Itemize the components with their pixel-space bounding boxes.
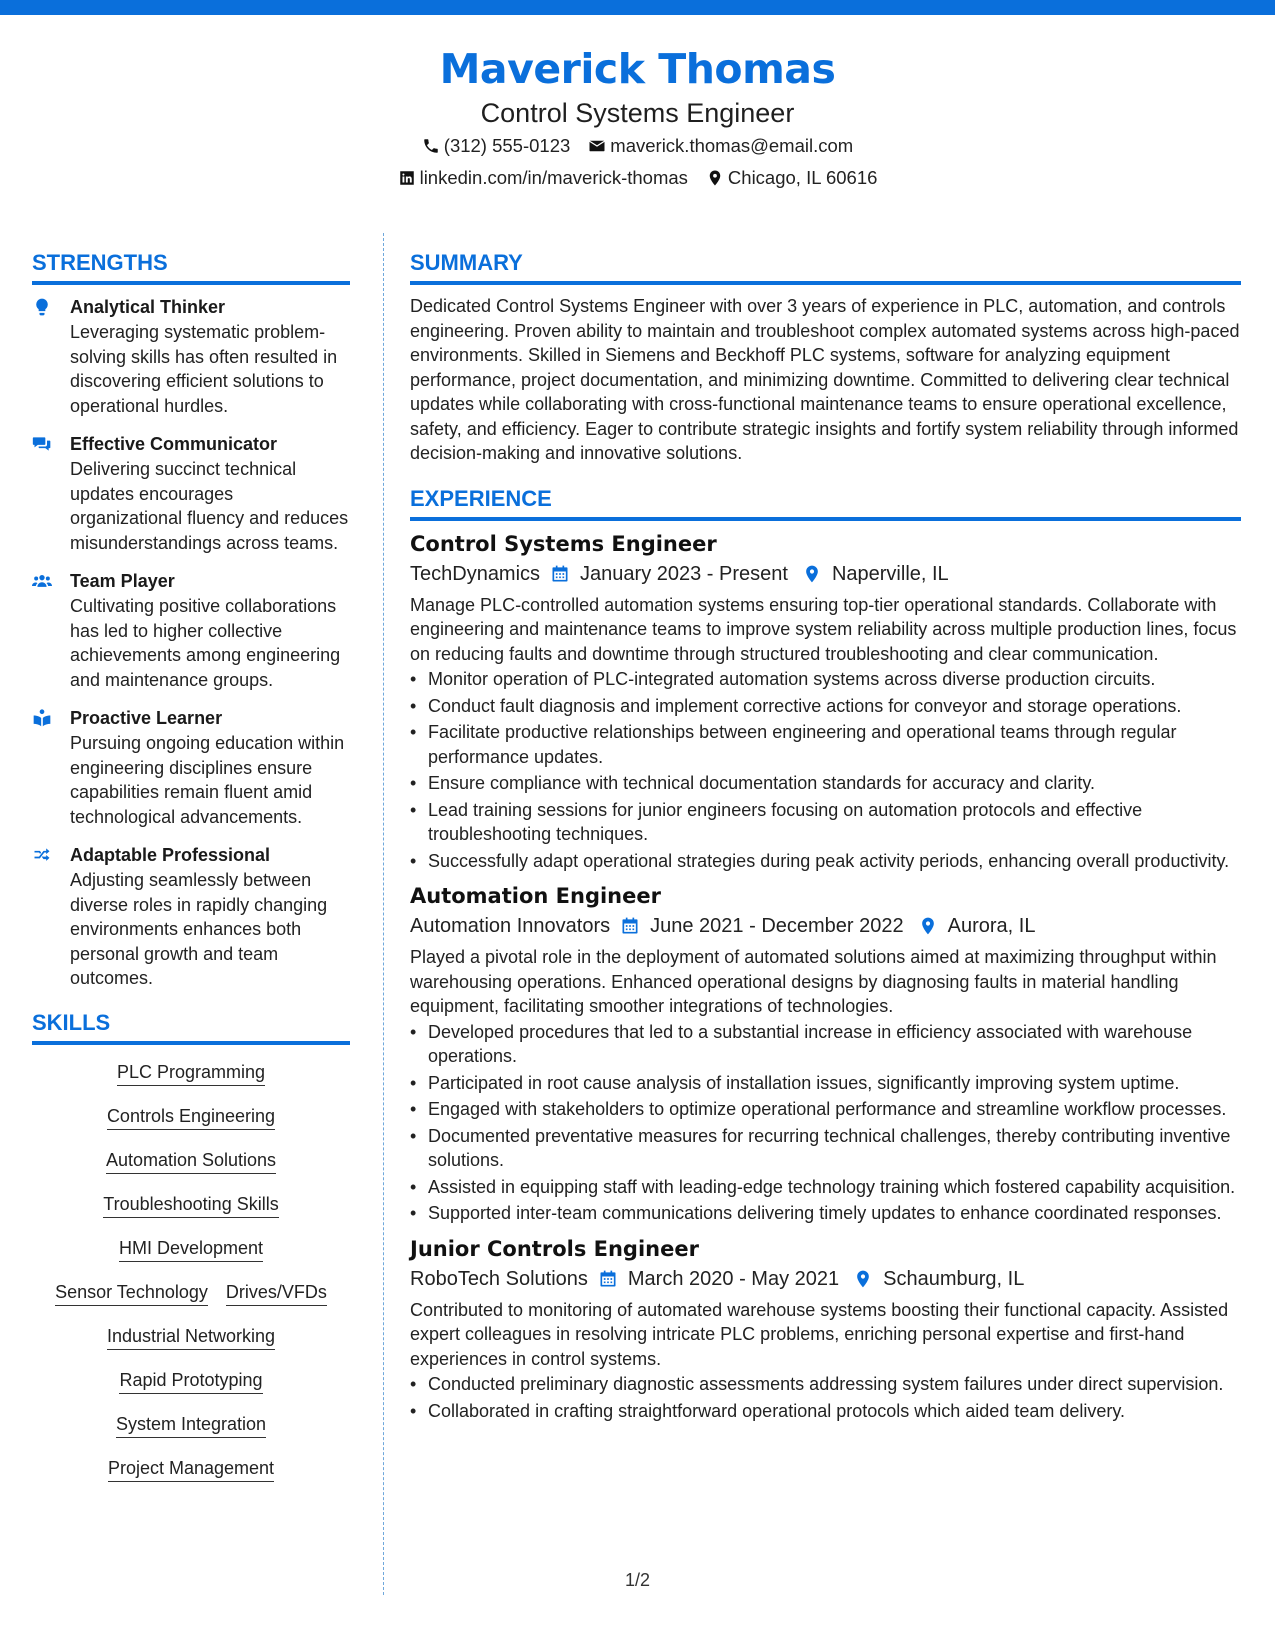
strength-item [32, 295, 350, 418]
job-entry [410, 529, 1241, 874]
shuffle-icon [32, 845, 52, 865]
strength-item [32, 569, 350, 692]
skill-tag: Project Management [108, 1455, 274, 1482]
job-meta [410, 911, 1241, 941]
skill-tag: Controls Engineering [107, 1103, 275, 1130]
linkedin-text[interactable]: linkedin.com/in/maverick-thomas [419, 167, 688, 188]
bullet-item: • Lead training sessions for junior engineers focusing on automation protocols and effective troubleshooting techniques. [410, 798, 1241, 847]
bullet-item: • Monitor operation of PLC-integrated automation systems across diverse production circuits. [410, 667, 1241, 692]
company-name: Automation Innovators [410, 915, 611, 937]
bullet-item: • Supported inter-team communications delivering timely updates to enhance coordinated responses. [410, 1201, 1241, 1226]
strength-title: Analytical Thinker [70, 297, 226, 317]
strength-item [32, 432, 350, 555]
calendar-icon [598, 1269, 618, 1289]
bullet-item: • Conducted preliminary diagnostic assessments addressing system failures under direct supervision. [410, 1372, 1241, 1397]
strengths-list [32, 295, 350, 991]
strength-desc: Adjusting seamlessly between diverse roles in rapidly changing environments enhances both personal growth and team outcomes. [70, 870, 328, 988]
strength-desc: Delivering succinct technical updates encourages organizational fluency and reduces misunderstandings across teams. [70, 459, 349, 553]
bullet-item: • Participated in root cause analysis of installation issues, significantly improving system uptime. [410, 1071, 1241, 1096]
linkedin-icon [398, 169, 416, 187]
strength-desc: Leveraging systematic problem-solving skills has often resulted in discovering efficient solutions to operational hurdles. [70, 322, 338, 416]
job-description: Contributed to monitoring of automated warehouse systems boosting their functional capacity. Assisted expert colleagues in resolving intricate PLC problems, enriching personal expertise and first-hand experiences in control systems. [410, 1299, 1229, 1369]
job-dates: June 2021 - December 2022 [650, 915, 904, 937]
job-description: Manage PLC-controlled automation systems ensuring top-tier operational standards. Collaborate with engineering and maintenance teams to improve system reliability across multiple production lines, focus on reducing faults and downtime through structured troubleshooting and clear communication. [410, 594, 1237, 664]
strength-title: Proactive Learner [70, 708, 223, 728]
bullet-item: • Ensure compliance with technical documentation standards for accuracy and clarity. [410, 771, 1241, 796]
bullet-item: • Successfully adapt operational strategies during peak activity periods, enhancing overall productivity. [410, 849, 1241, 874]
skill-tag: System Integration [116, 1411, 266, 1438]
strength-desc: Pursuing ongoing education within engineering disciplines ensure capabilities remain fluent amid technological advancements. [70, 733, 345, 827]
bullet-item: • Conduct fault diagnosis and implement corrective actions for conveyor and storage operations. [410, 694, 1241, 719]
page-number: 1/2 [625, 1570, 651, 1590]
skills-list [32, 1059, 350, 1482]
skill-tag: Automation Solutions [106, 1147, 276, 1174]
calendar-icon [550, 564, 570, 584]
phone-contact [422, 130, 571, 162]
job-title: Control Systems Engineer [410, 531, 717, 556]
company-name: TechDynamics [410, 562, 541, 585]
location-contact [706, 162, 877, 194]
bullet-item: • Documented preventative measures for recurring technical challenges, thereby contributing inventive solutions. [410, 1124, 1241, 1173]
job-location: Aurora, IL [947, 915, 1036, 937]
lightbulb-icon [32, 297, 52, 317]
skill-tag: Industrial Networking [107, 1323, 275, 1350]
job-location: Naperville, IL [831, 562, 949, 585]
email-text[interactable]: maverick.thomas@email.com [610, 135, 854, 156]
reader-icon [32, 708, 52, 728]
right-column [410, 248, 1241, 1425]
strength-title: Effective Communicator [70, 434, 278, 454]
skills-heading: SKILLS [32, 1008, 350, 1045]
bullet-item: • Facilitate productive relationships between engineering and operational teams through regular performance updates. [410, 720, 1241, 769]
top-accent-bar [0, 0, 1275, 15]
strength-item [32, 843, 350, 991]
candidate-title: Control Systems Engineer [480, 98, 795, 128]
bullet-item: • Collaborated in crafting straightforward operational protocols which aided team delivery. [410, 1399, 1241, 1424]
column-divider [383, 233, 384, 1595]
contact-row-1 [0, 130, 1275, 162]
skill-tag: Drives/VFDs [226, 1279, 327, 1306]
job-title: Automation Engineer [410, 884, 661, 908]
company-name: RoboTech Solutions [410, 1267, 588, 1290]
bullet-item: • Engaged with stakeholders to optimize operational performance and streamline workflow processes. [410, 1097, 1241, 1122]
strengths-heading: STRENGTHS [32, 248, 350, 285]
job-bullets [410, 667, 1241, 873]
linkedin-contact[interactable] [398, 162, 688, 194]
contact-row-2 [0, 162, 1275, 194]
strength-desc: Cultivating positive collaborations has led to higher collective achievements among engineering and maintenance groups. [70, 596, 341, 690]
team-icon [32, 571, 52, 591]
summary-text: Dedicated Control Systems Engineer with over 3 years of experience in PLC, automation, and controls engineering. Proven ability to maintain and troubleshoot complex automated systems across high-paced environments. Skilled in Siemens and Beckhoff PLC systems, software for analyzing equipment performance, project documentation, and minimizing downtime. Committed to delivering clear technical updates while collaborating with cross-functional maintenance teams to ensure operational excellence, safety, and efficiency. Eager to contribute strategic insights and fortify system reliability through informed decision-making and innovative solutions. [410, 296, 1240, 463]
bullet-item: • Developed procedures that led to a substantial increase in efficiency associated with warehouse operations. [410, 1020, 1241, 1069]
job-title: Junior Controls Engineer [410, 1236, 699, 1261]
location-text: Chicago, IL 60616 [727, 167, 878, 188]
resume-header [0, 42, 1275, 194]
summary-heading: SUMMARY [410, 248, 1241, 285]
email-contact[interactable] [588, 130, 853, 162]
skill-tag: HMI Development [119, 1235, 263, 1262]
job-bullets [410, 1020, 1241, 1226]
job-entry [410, 881, 1241, 1226]
skill-tag: PLC Programming [117, 1059, 265, 1086]
skill-tag: Rapid Prototyping [119, 1367, 262, 1394]
skill-tag: Troubleshooting Skills [103, 1191, 278, 1218]
calendar-icon [620, 916, 640, 936]
job-location: Schaumburg, IL [883, 1267, 1025, 1290]
job-entry [410, 1234, 1241, 1424]
job-description: Played a pivotal role in the deployment of automated solutions aimed at maximizing throughput within warehousing operations. Enhanced operational designs by diagnosing faults in material handling equipment, facilitating smoother integrations of technologies. [410, 947, 1217, 1016]
job-bullets [410, 1372, 1241, 1423]
job-meta [410, 559, 1241, 589]
candidate-name: Maverick Thomas [439, 45, 836, 93]
map-pin-icon [918, 916, 938, 936]
left-column [32, 248, 350, 1482]
job-dates: March 2020 - May 2021 [627, 1267, 840, 1290]
map-pin-icon [802, 564, 822, 584]
strength-title: Team Player [70, 571, 175, 591]
experience-heading: EXPERIENCE [410, 484, 1241, 521]
skill-tag: Sensor Technology [55, 1279, 208, 1306]
strength-title: Adaptable Professional [70, 845, 271, 865]
bullet-item: • Assisted in equipping staff with leading-edge technology training which fostered capability acquisition. [410, 1175, 1241, 1200]
job-dates: January 2023 - Present [580, 562, 788, 585]
strength-item [32, 706, 350, 829]
map-pin-icon [853, 1269, 873, 1289]
envelope-icon [588, 137, 606, 155]
map-pin-icon [706, 169, 724, 187]
chat-bubbles-icon [32, 434, 52, 454]
job-meta [410, 1264, 1241, 1294]
phone-icon [422, 137, 440, 155]
phone-text: (312) 555-0123 [443, 135, 571, 156]
